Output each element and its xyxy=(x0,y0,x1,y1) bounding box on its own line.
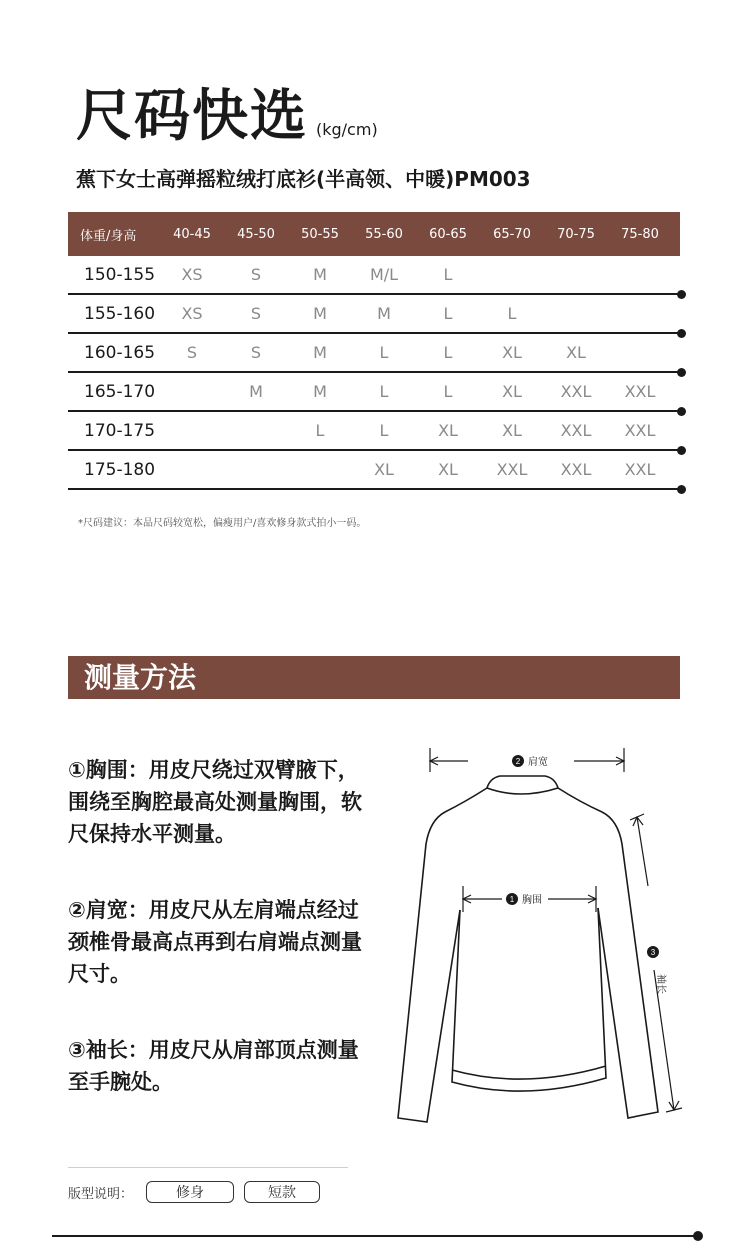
size-cell: XXL xyxy=(560,460,592,479)
shoulder-label: 肩宽 xyxy=(528,757,548,768)
size-cell: L xyxy=(379,421,389,440)
garment-diagram xyxy=(390,740,690,1130)
page-title: 尺码快选 xyxy=(76,84,308,149)
column-header: 55-60 xyxy=(365,226,403,242)
shoulder-number: 2 xyxy=(515,757,521,766)
chest-label: 胸围 xyxy=(522,895,542,906)
product-subtitle: 蕉下女士高弹摇粒绒打底衫(半高领、中暖)PM003 xyxy=(76,167,531,191)
table-row xyxy=(68,451,680,490)
row-height-label: 175-180 xyxy=(84,459,156,480)
row-height-label: 170-175 xyxy=(84,420,156,441)
garment-outline xyxy=(398,776,658,1122)
size-cell: L xyxy=(379,343,389,362)
column-header: 65-70 xyxy=(493,226,531,242)
size-cell: S xyxy=(250,265,262,284)
table-row xyxy=(68,295,680,334)
fit-option-slim: 修身 xyxy=(146,1181,234,1203)
column-header: 45-50 xyxy=(237,226,275,242)
measure-section-title: 测量方法 xyxy=(84,661,197,694)
column-header: 75-80 xyxy=(621,226,659,242)
row-height-label: 160-165 xyxy=(84,342,156,363)
bottom-divider-dot xyxy=(693,1231,703,1241)
size-cell: XXL xyxy=(496,460,528,479)
size-cell: L xyxy=(443,304,453,323)
table-header xyxy=(68,212,680,256)
table-row xyxy=(68,412,680,451)
fit-label: 版型说明： xyxy=(68,1187,134,1202)
size-cell: L xyxy=(379,382,389,401)
size-cell: L xyxy=(507,304,517,323)
size-cell: L xyxy=(443,343,453,362)
column-header: 50-55 xyxy=(301,226,339,242)
chest-instruction: ①胸围：用皮尺绕过双臂腋下，围绕至胸腔最高处测量胸围，软尺保持水平测量。 xyxy=(68,758,362,846)
size-cell: S xyxy=(250,343,262,362)
size-cell: XL xyxy=(502,421,522,440)
title-unit: (kg/cm) xyxy=(316,120,378,139)
table-row xyxy=(68,334,680,373)
size-cell: XS xyxy=(181,304,203,323)
column-header: 40-45 xyxy=(173,226,211,242)
size-note: *尺码建议：本品尺码较宽松，偏瘦用户/喜欢修身款式拍小一码。 xyxy=(78,518,367,529)
size-cell: S xyxy=(250,304,262,323)
sleeve-number: 3 xyxy=(650,948,656,957)
shoulder-instruction: ②肩宽：用皮尺从左肩端点经过颈椎骨最高点再到右肩端点测量尺寸。 xyxy=(68,898,362,986)
size-cell: M xyxy=(313,343,327,362)
row-height-label: 155-160 xyxy=(84,303,156,324)
size-cell: XXL xyxy=(624,382,656,401)
size-table xyxy=(68,212,680,490)
shoulder-width-marker xyxy=(430,748,624,772)
sleeve-instruction: ③袖长：用皮尺从肩部顶点测量至手腕处。 xyxy=(68,1038,359,1094)
table-row xyxy=(68,373,680,412)
size-cell: M/L xyxy=(369,265,399,284)
row-height-label: 165-170 xyxy=(84,381,156,402)
size-cell: XXL xyxy=(624,460,656,479)
bottom-divider xyxy=(52,1235,696,1237)
size-cell: XL xyxy=(438,460,458,479)
size-cell: L xyxy=(443,382,453,401)
column-header: 70-75 xyxy=(557,226,595,242)
size-cell: XL xyxy=(502,382,522,401)
size-cell: XL xyxy=(374,460,394,479)
size-cell: L xyxy=(443,265,453,284)
row-end-dot xyxy=(677,485,686,494)
size-cell: XS xyxy=(181,265,203,284)
size-cell: S xyxy=(186,343,198,362)
size-cell: XL xyxy=(502,343,522,362)
footer-divider xyxy=(68,1167,348,1168)
size-cell: M xyxy=(249,382,263,401)
size-cell: M xyxy=(313,304,327,323)
column-header: 60-65 xyxy=(429,226,467,242)
size-cell: XL xyxy=(438,421,458,440)
size-cell: M xyxy=(313,382,327,401)
size-cell: XXL xyxy=(624,421,656,440)
fit-option-short: 短款 xyxy=(244,1181,320,1203)
size-cell: XXL xyxy=(560,382,592,401)
row-height-label: 150-155 xyxy=(84,264,156,285)
table-row xyxy=(68,256,680,295)
header xyxy=(76,82,378,152)
table-corner-label: 体重/身高 xyxy=(80,228,137,244)
sleeve-label: 袖长 xyxy=(655,974,666,994)
size-cell: M xyxy=(313,265,327,284)
size-cell: L xyxy=(315,421,325,440)
chest-number: 1 xyxy=(509,895,515,904)
size-cell: XXL xyxy=(560,421,592,440)
size-cell: XL xyxy=(566,343,586,362)
size-cell: M xyxy=(377,304,391,323)
